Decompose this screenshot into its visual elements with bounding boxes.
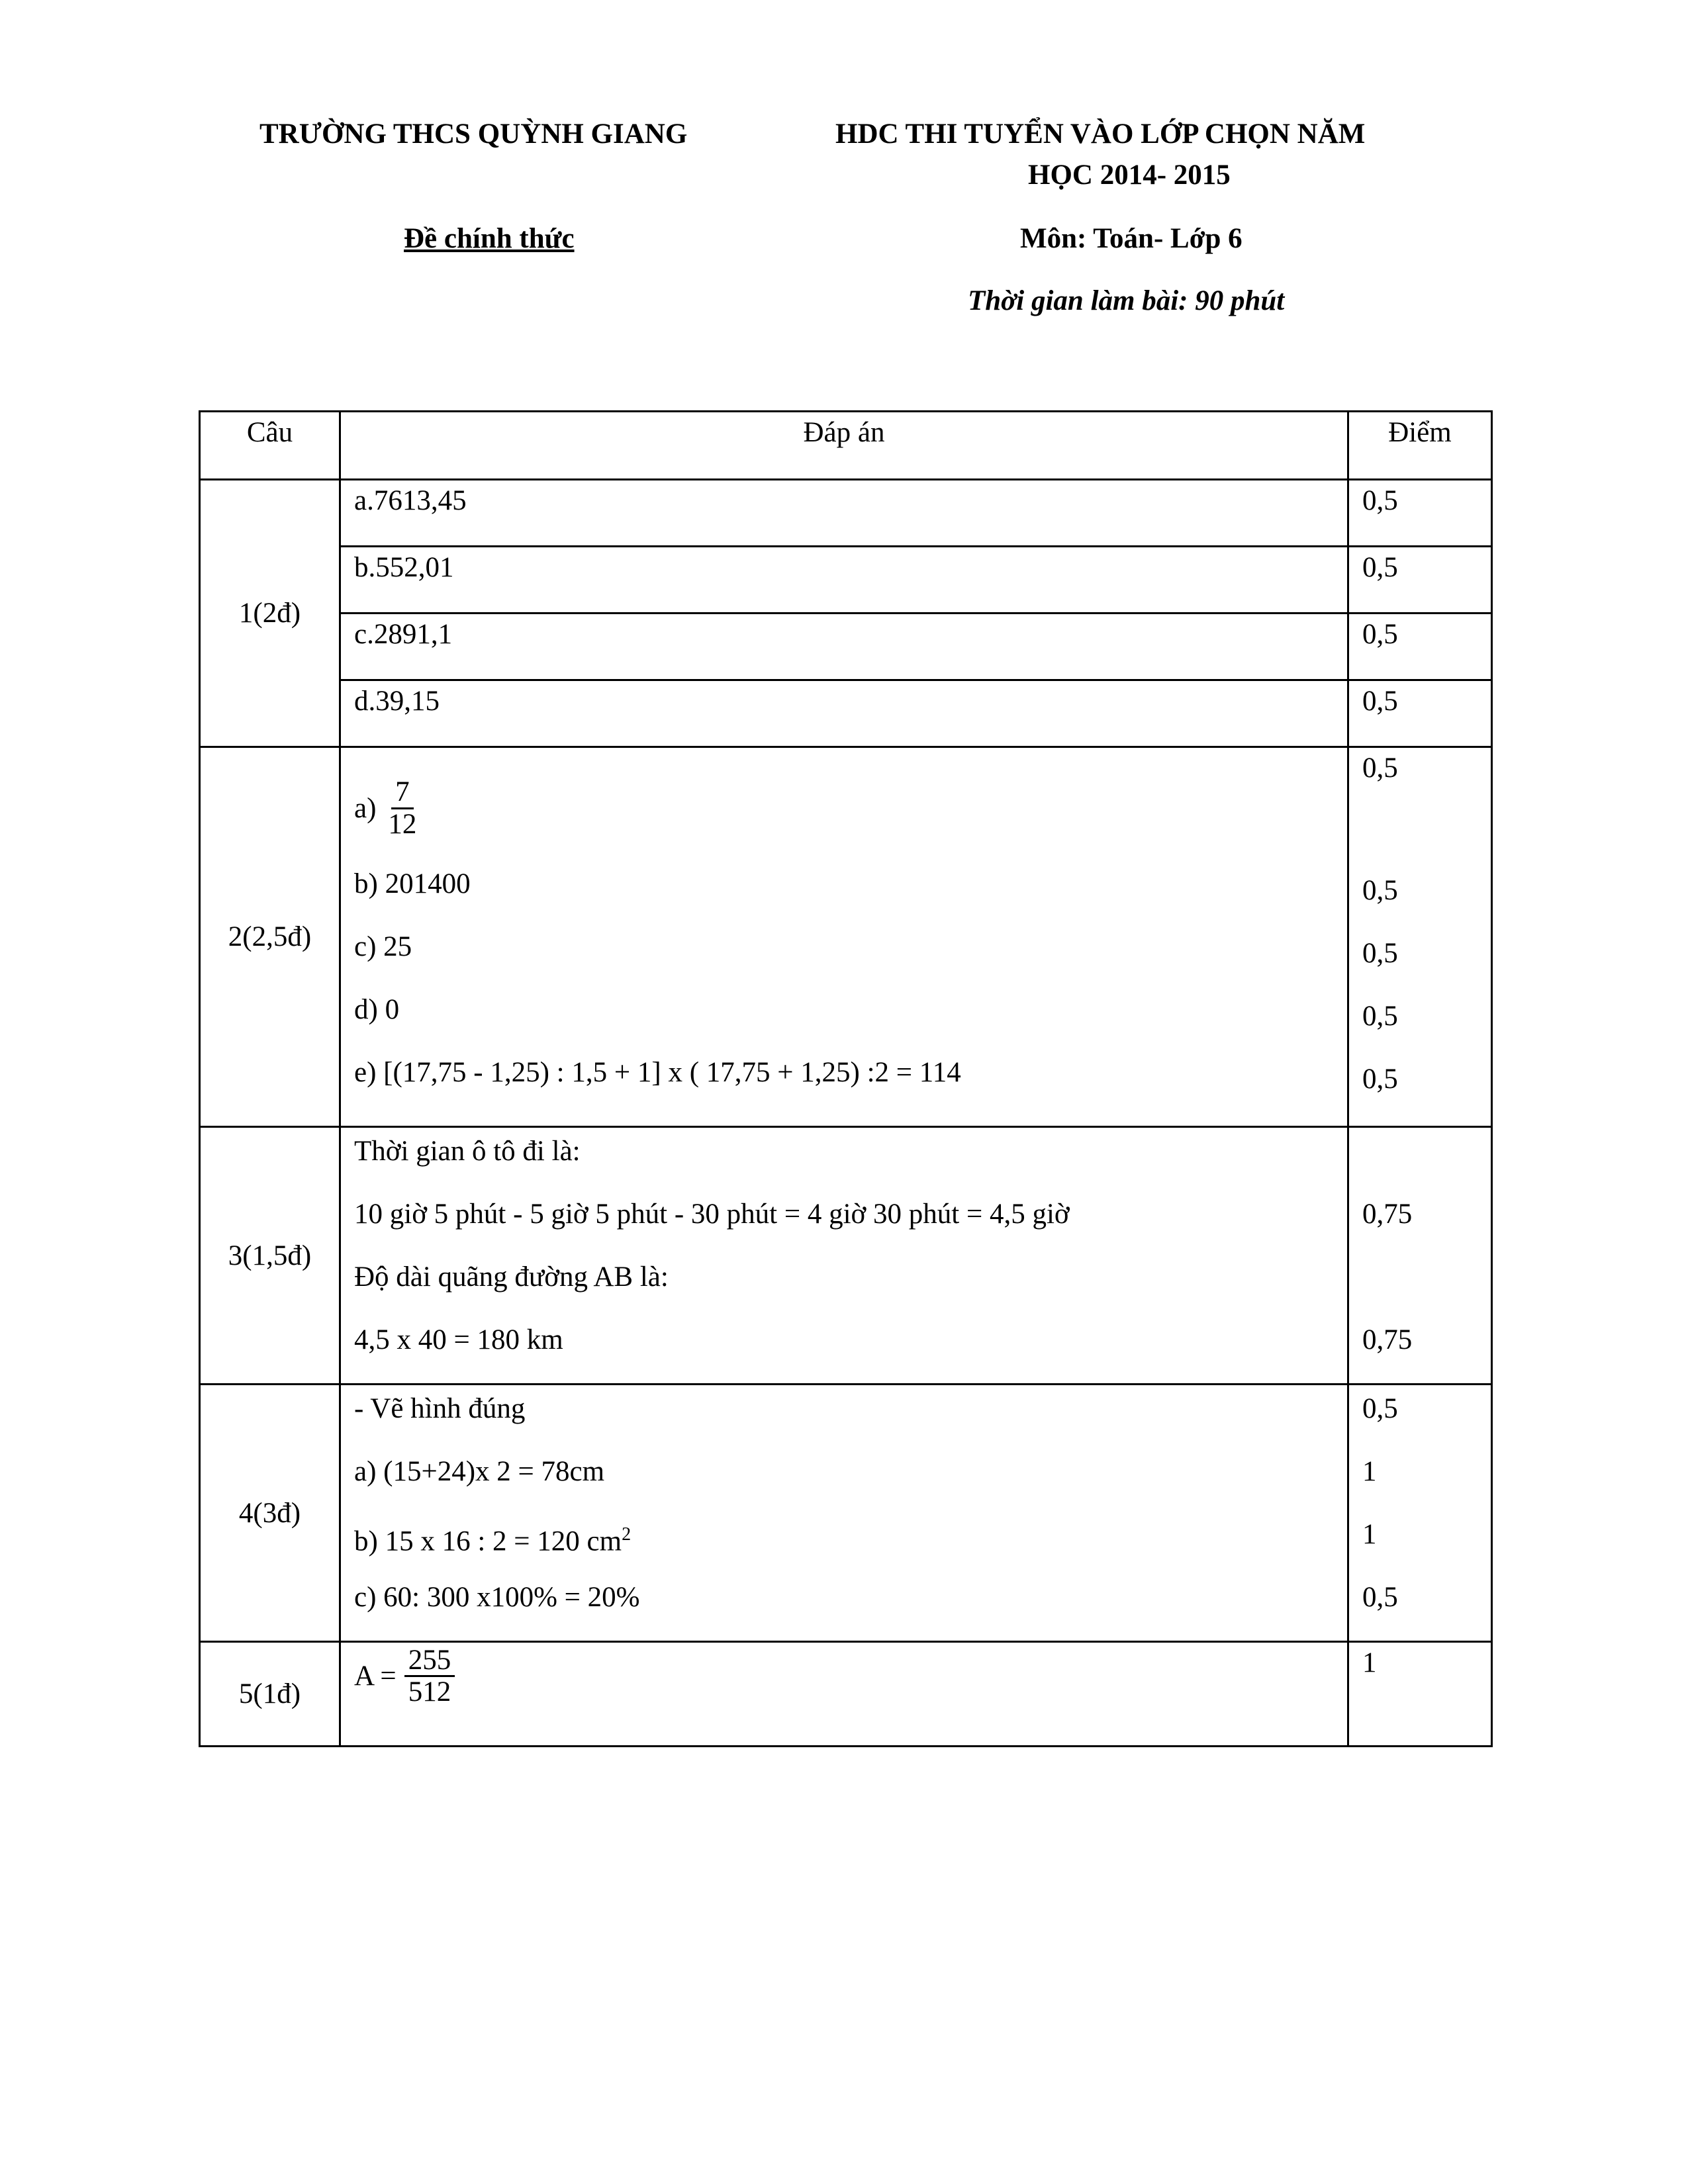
q2-answer-d: d) 0 bbox=[354, 994, 400, 1025]
school-name: TRƯỜNG THCS QUỲNH GIANG bbox=[259, 118, 688, 150]
table-row bbox=[200, 680, 1492, 747]
q1-score-c: 0,5 bbox=[1348, 614, 1492, 680]
table-row bbox=[200, 1642, 1492, 1747]
q1-answer-b: b.552,01 bbox=[340, 547, 1348, 614]
fraction: $\frac{7}{12}$ bbox=[388, 776, 417, 840]
q1-answer-d: d.39,15 bbox=[340, 680, 1348, 747]
q1-score-b: 0,5 bbox=[1348, 547, 1492, 614]
q1-answer-a: a.7613,45 bbox=[340, 480, 1348, 547]
table-row bbox=[200, 614, 1492, 680]
table-row bbox=[200, 547, 1492, 614]
question-1-label: 1(2đ) bbox=[200, 480, 340, 747]
answer-table bbox=[199, 410, 1493, 1747]
q4-answers: - Vẽ hình đúng a) (15+24)x 2 = 78cm b) 15 x 16 : 2 = 120 $cm^2$ c) 60: 300 x100% = 20% bbox=[340, 1385, 1348, 1642]
q2-answers bbox=[340, 747, 1348, 1127]
table-row bbox=[200, 747, 1492, 1127]
header-dap-an: Đáp án bbox=[340, 412, 1348, 480]
question-5-label: 5(1đ) bbox=[200, 1642, 340, 1747]
question-3-label: 3(1,5đ) bbox=[200, 1127, 340, 1385]
duration-label: Thời gian làm bài: 90 phút bbox=[968, 285, 1285, 316]
header-cau: Câu bbox=[200, 412, 340, 480]
official-label: Đề chính thức bbox=[404, 223, 575, 254]
q2-answer-b: b) 201400 bbox=[354, 868, 471, 899]
q3-scores: 0,75 0,75 bbox=[1348, 1127, 1492, 1385]
q2-answer-c: c) 25 bbox=[354, 931, 412, 962]
q1-score-d: 0,5 bbox=[1348, 680, 1492, 747]
q5-answer: A = $\frac{255}{512}$ bbox=[340, 1642, 1348, 1747]
q1-answer-c: c.2891,1 bbox=[340, 614, 1348, 680]
question-4-label: 4(3đ) bbox=[200, 1385, 340, 1642]
table-header-row bbox=[200, 412, 1492, 480]
q4-scores: 0,5 1 1 0,5 bbox=[1348, 1385, 1492, 1642]
table-row bbox=[200, 1127, 1492, 1385]
subject-label: Môn: Toán- Lớp 6 bbox=[1020, 223, 1243, 254]
table-row bbox=[200, 1385, 1492, 1642]
question-2-label: 2(2,5đ) bbox=[200, 747, 340, 1127]
table-row bbox=[200, 480, 1492, 547]
q2-scores: 0,5 0,5 0,5 0,5 0,5 bbox=[1348, 747, 1492, 1127]
q3-answers: Thời gian ô tô đi là: 10 giờ 5 phút - 5 giờ 5 phút - 30 phút = 4 giờ 30 phút = 4,5 giờ Độ dài quãng đường AB là: 4,5 x 40 = 180 km bbox=[340, 1127, 1348, 1385]
exam-title-line1: HDC THI TUYỂN VÀO LỚP CHỌN NĂM bbox=[835, 118, 1366, 150]
q5-score: 1 bbox=[1348, 1642, 1492, 1747]
q2-answer-a: a) $\frac{7}{12}$ bbox=[354, 752, 1334, 864]
q1-score-a: 0,5 bbox=[1348, 480, 1492, 547]
q2-answer-e: e) [(17,75 - 1,25) : 1,5 + 1] x ( 17,75 + 1,25) :2 = 114 bbox=[354, 1057, 961, 1088]
fraction: $\frac{255}{512}$ bbox=[404, 1645, 455, 1707]
header-diem: Điểm bbox=[1348, 412, 1492, 480]
exam-title-line2: HỌC 2014- 2015 bbox=[1028, 159, 1231, 191]
